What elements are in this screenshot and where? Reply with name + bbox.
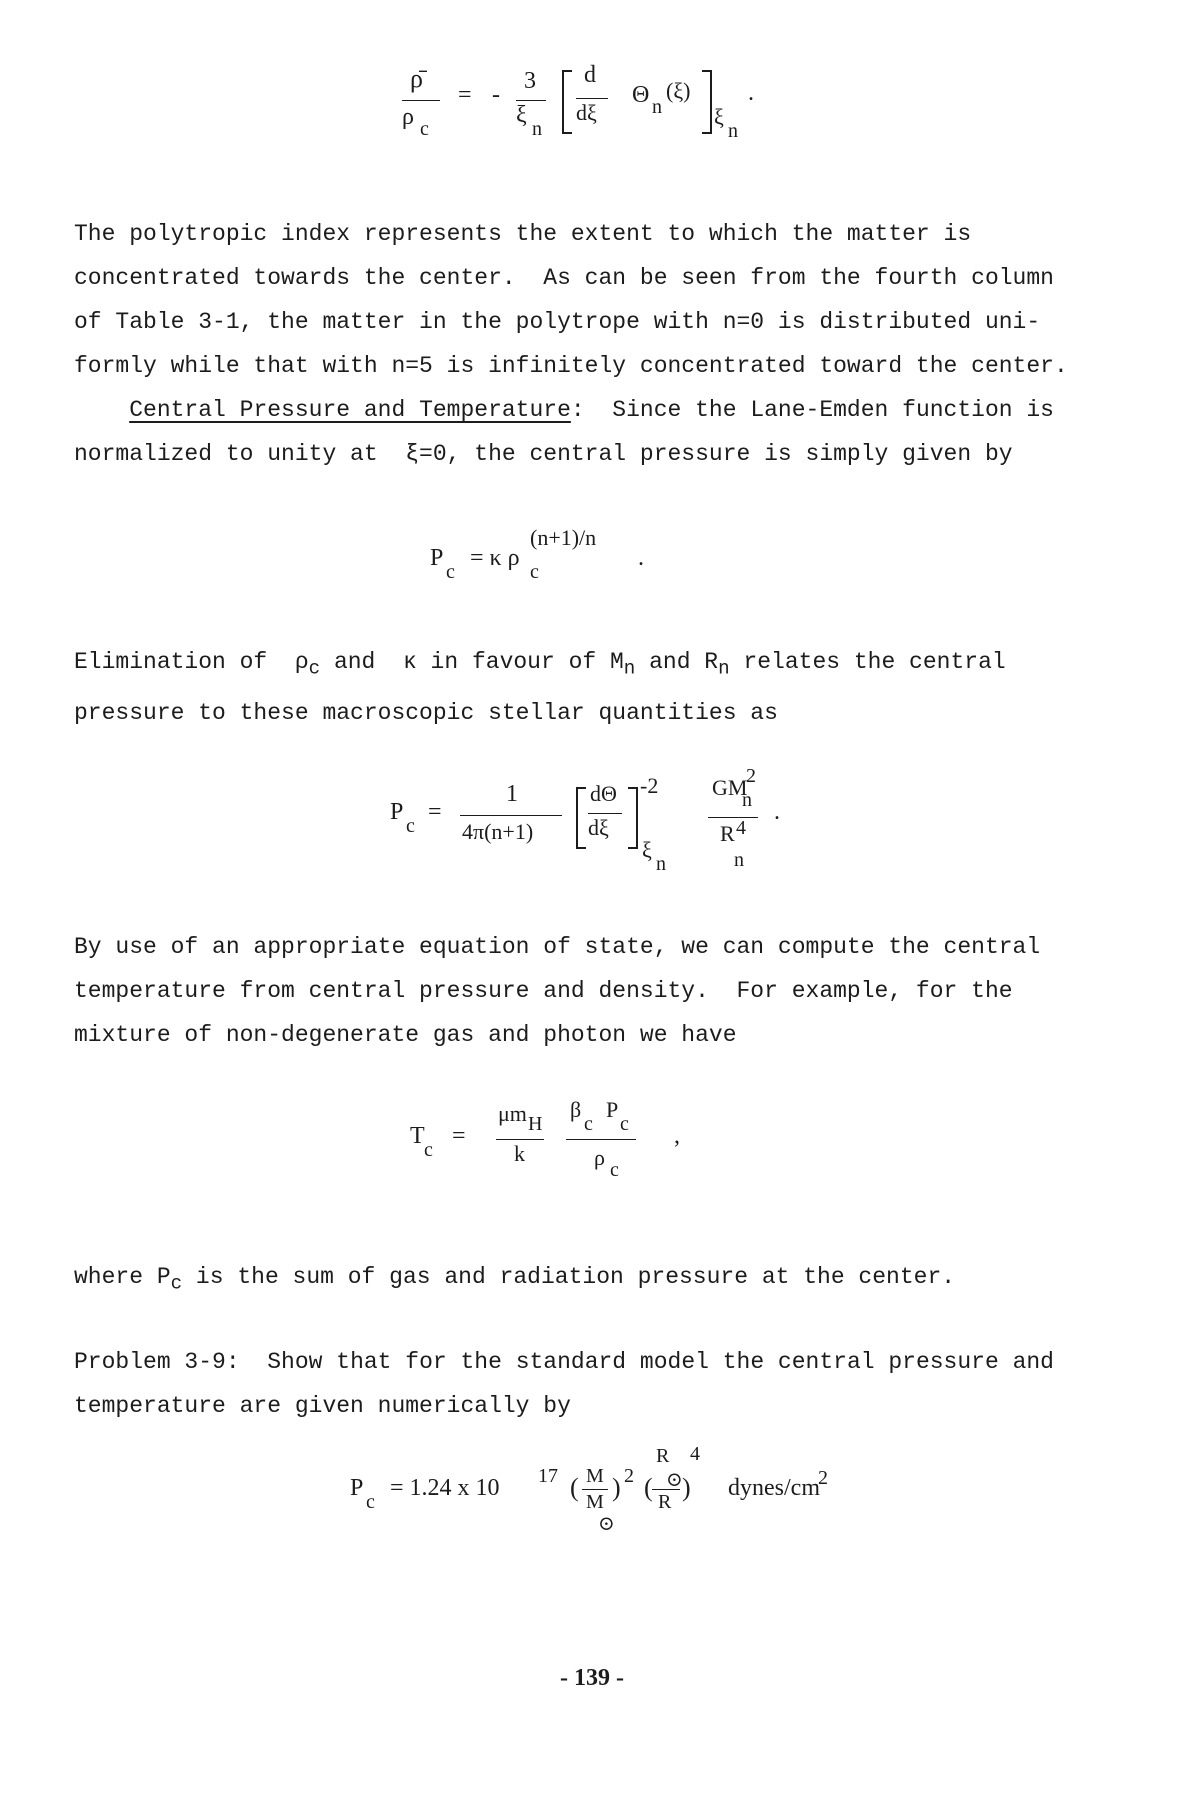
text-line: By use of an appropriate equation of state, we can compute the central <box>74 934 1041 960</box>
eq1-right-bracket <box>702 70 712 134</box>
eq3-P: P <box>390 799 404 825</box>
problem-3-9 <box>74 1340 1104 1428</box>
eq1-eval-sub: ξ <box>714 104 724 129</box>
eq5-units-sup: 2 <box>818 1467 828 1489</box>
eq3-derivative-denominator: dξ <box>588 815 609 840</box>
eq1-derivative-denominator: dξ <box>576 100 597 125</box>
text-line: pressure to these macroscopic stellar quantities as <box>74 699 778 726</box>
text-fragment: relates the central <box>729 649 1006 675</box>
eq3-eval-sub: ξ <box>642 837 652 862</box>
eq5-radius-denominator: R <box>658 1491 672 1513</box>
text-line: formly while that with n=5 is infinitely concentrated toward the center. <box>74 353 1068 379</box>
eq1-lhs-numerator: ρ̄ <box>410 64 423 93</box>
eq4-beta: β <box>570 1097 582 1122</box>
eq1-theta: Θ <box>632 82 650 108</box>
eq4-beta-sub: c <box>584 1113 593 1135</box>
eq1-theta-argument: (ξ) <box>666 78 691 103</box>
eq3-end-period: . <box>774 799 780 825</box>
eq5-open-paren-2: ( <box>644 1473 653 1502</box>
eq5-power-1: 2 <box>624 1465 634 1487</box>
eq5-mass-numerator: M <box>586 1465 604 1487</box>
text-fragment: Elimination of ρ <box>74 649 309 675</box>
paragraph-where-pc <box>74 1255 1104 1306</box>
eq5-sun-symbol: ⊙ <box>598 1513 615 1535</box>
eq5-coefficient: = 1.24 x 10 <box>390 1475 500 1501</box>
eq3-power: -2 <box>640 773 659 798</box>
subscript: c <box>170 1272 183 1295</box>
text-fragment: where P <box>74 1264 171 1290</box>
eq1-lhs-denominator-sub: c <box>420 118 429 140</box>
paragraph-equation-of-state <box>74 925 1104 1057</box>
eq3-r: R <box>720 821 735 846</box>
equation-central-pressure-macroscopic <box>390 765 810 885</box>
eq1-equals: = <box>458 82 472 108</box>
eq4-P: P <box>606 1097 619 1122</box>
text-line: temperature from central pressure and density. For example, for the <box>74 978 1013 1004</box>
problem-label: Problem 3-9: <box>74 1349 240 1375</box>
eq5-mass-denominator: M <box>586 1491 604 1513</box>
eq2-end-period: . <box>638 545 644 571</box>
eq3-left-bracket <box>576 787 586 849</box>
eq1-lhs-denominator: ρ <box>402 104 414 130</box>
eq3-frac-numerator: 1 <box>506 781 518 807</box>
equation-standard-model-pressure <box>350 1445 910 1555</box>
eq3-frac-denominator: 4π(n+1) <box>462 819 534 844</box>
eq5-units: dynes/cm <box>728 1475 820 1501</box>
eq1-coef-numerator: 3 <box>524 68 536 94</box>
eq5-radius-numerator: R <box>656 1445 670 1467</box>
eq4-mu-sub: H <box>528 1113 543 1135</box>
eq5-open-paren-1: ( <box>570 1473 579 1502</box>
paragraph-central-pressure <box>74 388 1104 476</box>
eq1-theta-sub: n <box>652 96 662 118</box>
eq3-gm-sub: n <box>742 789 752 811</box>
paragraph-elimination <box>74 640 1104 735</box>
eq1-eval-sub-sub: n <box>728 120 738 142</box>
eq5-P: P <box>350 1475 364 1501</box>
paragraph-polytropic-index <box>74 212 1104 388</box>
eq4-rho-sub: c <box>610 1159 619 1181</box>
equation-central-pressure <box>430 525 730 595</box>
eq3-gm-sup: 2 <box>746 765 756 787</box>
page-number: - 139 - <box>560 1665 624 1691</box>
eq4-P-sub: c <box>620 1113 629 1135</box>
eq3-eval-sub-sub: n <box>656 853 666 875</box>
subscript: c <box>308 657 321 680</box>
text-fragment: and κ in favour of M <box>320 649 624 675</box>
eq1-coef-denominator-sub: n <box>532 118 542 140</box>
eq5-close-paren-1: ) <box>612 1473 621 1502</box>
eq2-equals-kappa-rho: = κ ρ <box>470 545 520 571</box>
eq2-exponent: (n+1)/n <box>530 525 597 550</box>
eq3-r-sub: n <box>734 849 744 871</box>
text-line: concentrated towards the center. As can be seen from the fourth column <box>74 265 1054 291</box>
eq3-P-sub: c <box>406 815 415 837</box>
eq2-P: P <box>430 545 444 571</box>
eq4-rho: ρ <box>594 1145 605 1170</box>
eq3-gm: GM <box>712 775 748 800</box>
text-line: of Table 3-1, the matter in the polytrope with n=0 is distributed uni- <box>74 309 1041 335</box>
subscript: n <box>623 657 636 680</box>
text-fragment: Show that for the standard model the central pressure and <box>267 1349 1054 1375</box>
section-heading: Central Pressure and Temperature <box>129 397 571 423</box>
subscript: n <box>718 657 730 680</box>
eq2-P-sub: c <box>446 561 455 583</box>
eq5-exponent: 17 <box>538 1465 558 1487</box>
eq3-derivative-numerator: dΘ <box>590 781 617 806</box>
text-line: mixture of non-degenerate gas and photon we have <box>74 1022 737 1048</box>
eq1-derivative-numerator: d <box>584 62 596 88</box>
heading-tail: : Since the Lane-Emden function is <box>570 397 1054 423</box>
eq5-P-sub: c <box>366 1491 375 1513</box>
eq3-right-bracket <box>628 787 638 849</box>
eq5-close-paren-2: ) <box>682 1473 691 1502</box>
equation-mean-density <box>380 60 800 150</box>
eq4-equals: = <box>452 1123 466 1149</box>
eq4-k: k <box>514 1141 525 1166</box>
eq3-equals: = <box>428 799 442 825</box>
eq4-end-comma: , <box>674 1123 680 1149</box>
eq1-end-period: . <box>748 80 754 106</box>
eq4-T: T <box>410 1123 425 1149</box>
eq1-coef-denominator: ξ <box>516 102 527 128</box>
equation-central-temperature <box>410 1095 730 1205</box>
eq2-rho-sub: c <box>530 561 539 583</box>
eq3-r-sup: 4 <box>736 817 746 839</box>
text-fragment: is the sum of gas and radiation pressure at the center. <box>182 1264 956 1290</box>
eq5-radius-sun-symbol: ⊙ <box>666 1469 683 1491</box>
text-fragment: and R <box>635 649 719 675</box>
eq1-minus: - <box>492 82 500 108</box>
text-line: normalized to unity at ξ=0, the central pressure is simply given by <box>74 441 1013 467</box>
eq5-power-2: 4 <box>690 1443 700 1465</box>
eq4-T-sub: c <box>424 1139 433 1161</box>
eq1-left-bracket <box>562 70 572 134</box>
eq4-mu-m: μm <box>498 1101 527 1126</box>
text-line: temperature are given numerically by <box>74 1393 571 1419</box>
text-line: The polytropic index represents the extent to which the matter is <box>74 221 972 247</box>
